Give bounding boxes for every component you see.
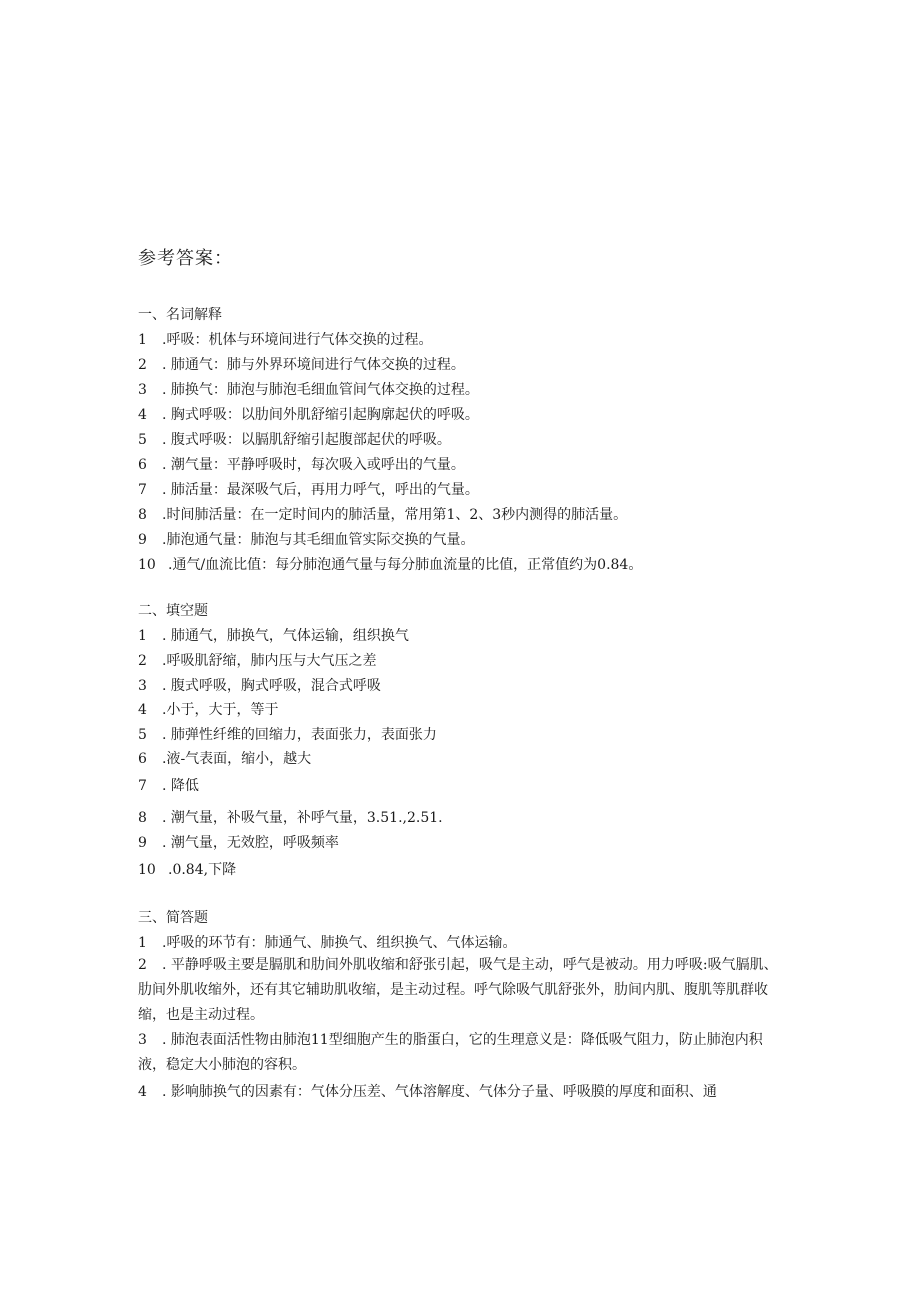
list-item bbox=[138, 834, 339, 852]
item-text: .小于，大于，等于 bbox=[162, 702, 279, 718]
item-number: 1 bbox=[138, 628, 147, 644]
list-item bbox=[138, 1028, 780, 1078]
item-number: 3 bbox=[138, 382, 147, 398]
list-item bbox=[138, 934, 516, 952]
page-title: 参考答案： bbox=[138, 248, 233, 269]
item-number: 1 bbox=[138, 332, 147, 348]
item-text: . 降低 bbox=[162, 778, 199, 794]
list-item bbox=[138, 1083, 717, 1101]
item-text: . 肺泡表面活性物由肺泡11型细胞产生的脂蛋白，它的生理意义是：降低吸气阻力，防止肺泡内积液，稳定大小肺泡的容积。 bbox=[138, 1032, 763, 1073]
item-number: 9 bbox=[138, 835, 147, 851]
item-text: .通气/血流比值：每分肺泡通气量与每分肺血流量的比值，正常值约为0.84。 bbox=[168, 557, 643, 573]
item-text: .0.84,下降 bbox=[168, 862, 237, 878]
list-item bbox=[138, 531, 474, 549]
list-item bbox=[138, 953, 780, 1028]
list-item bbox=[138, 861, 236, 879]
list-item bbox=[138, 406, 479, 424]
item-number: 10 bbox=[138, 557, 156, 573]
item-text: . 肺通气：肺与外界环境间进行气体交换的过程。 bbox=[162, 357, 465, 373]
list-item bbox=[138, 431, 451, 449]
item-number: 7 bbox=[138, 482, 147, 498]
item-text: .液-气表面，缩小，越大 bbox=[162, 751, 312, 767]
item-text: . 影响肺换气的因素有：气体分压差、气体溶解度、气体分子量、呼吸膜的厚度和面积、通 bbox=[162, 1084, 717, 1100]
item-number: 8 bbox=[138, 810, 147, 826]
item-text: . 潮气量，补吸气量，补呼气量，3.51.,2.51. bbox=[162, 810, 443, 826]
list-item bbox=[138, 677, 381, 695]
item-number: 6 bbox=[138, 457, 147, 473]
item-text: . 腹式呼吸：以膈肌舒缩引起腹部起伏的呼吸。 bbox=[162, 432, 451, 448]
item-text: . 肺通气，肺换气，气体运输，组织换气 bbox=[162, 628, 409, 644]
item-text: .呼吸的环节有：肺通气、肺换气、组织换气、气体运输。 bbox=[162, 935, 517, 951]
list-item bbox=[138, 627, 409, 645]
item-text: . 肺弹性纤维的回缩力，表面张力，表面张力 bbox=[162, 727, 437, 743]
list-item bbox=[138, 456, 465, 474]
item-number: 9 bbox=[138, 532, 147, 548]
list-item bbox=[138, 381, 479, 399]
item-text: . 肺换气：肺泡与肺泡毛细血管间气体交换的过程。 bbox=[162, 382, 479, 398]
list-item bbox=[138, 809, 443, 827]
item-number: 5 bbox=[138, 432, 147, 448]
section-heading-short: 三、简答题 bbox=[138, 910, 208, 926]
item-text: . 潮气量，无效腔，呼吸频率 bbox=[162, 835, 339, 851]
item-number: 7 bbox=[138, 778, 147, 794]
item-number: 4 bbox=[138, 702, 147, 718]
item-text: . 胸式呼吸：以肋间外肌舒缩引起胸廓起伏的呼吸。 bbox=[162, 407, 479, 423]
item-number: 5 bbox=[138, 727, 147, 743]
item-number: 4 bbox=[138, 407, 147, 423]
item-text: . 肺活量：最深吸气后，再用力呼气，呼出的气量。 bbox=[162, 482, 479, 498]
item-number: 2 bbox=[138, 653, 147, 669]
item-text: .呼吸：机体与环境间进行气体交换的过程。 bbox=[162, 332, 433, 348]
list-item bbox=[138, 652, 376, 670]
item-number: 10 bbox=[138, 862, 156, 878]
item-text: .呼吸肌舒缩，肺内压与大气压之差 bbox=[162, 653, 377, 669]
list-item bbox=[138, 777, 199, 795]
list-item bbox=[138, 331, 432, 349]
item-number: 3 bbox=[138, 1032, 147, 1048]
item-text: . 潮气量：平静呼吸时，每次吸入或呼出的气量。 bbox=[162, 457, 465, 473]
item-number: 3 bbox=[138, 678, 147, 694]
list-item bbox=[138, 356, 465, 374]
list-item bbox=[138, 750, 311, 768]
item-number: 2 bbox=[138, 957, 147, 973]
item-text: . 腹式呼吸，胸式呼吸，混合式呼吸 bbox=[162, 678, 381, 694]
list-item bbox=[138, 701, 278, 719]
list-item bbox=[138, 726, 437, 744]
section-heading-terms: 一、名词解释 bbox=[138, 307, 222, 323]
list-item bbox=[138, 556, 642, 574]
item-number: 6 bbox=[138, 751, 147, 767]
list-item bbox=[138, 506, 627, 524]
item-text: .时间肺活量：在一定时间内的肺活量，常用第1、2、3秒内测得的肺活量。 bbox=[162, 507, 628, 523]
item-number: 8 bbox=[138, 507, 147, 523]
list-item bbox=[138, 481, 479, 499]
section-heading-fill: 二、填空题 bbox=[138, 603, 208, 619]
item-text: . 平静呼吸主要是膈肌和肋间外肌收缩和舒张引起，吸气是主动，呼气是被动。用力呼吸:吸气膈肌、肋间外肌收缩外，还有其它辅助肌收缩，是主动过程。呼气除吸气肌舒张外，肋间内肌、腹肌等肌群收缩，也是主动过程。 bbox=[138, 957, 778, 1023]
item-number: 4 bbox=[138, 1084, 147, 1100]
item-text: .肺泡通气量：肺泡与其毛细血管实际交换的气量。 bbox=[162, 532, 475, 548]
item-number: 2 bbox=[138, 357, 147, 373]
item-number: 1 bbox=[138, 935, 147, 951]
